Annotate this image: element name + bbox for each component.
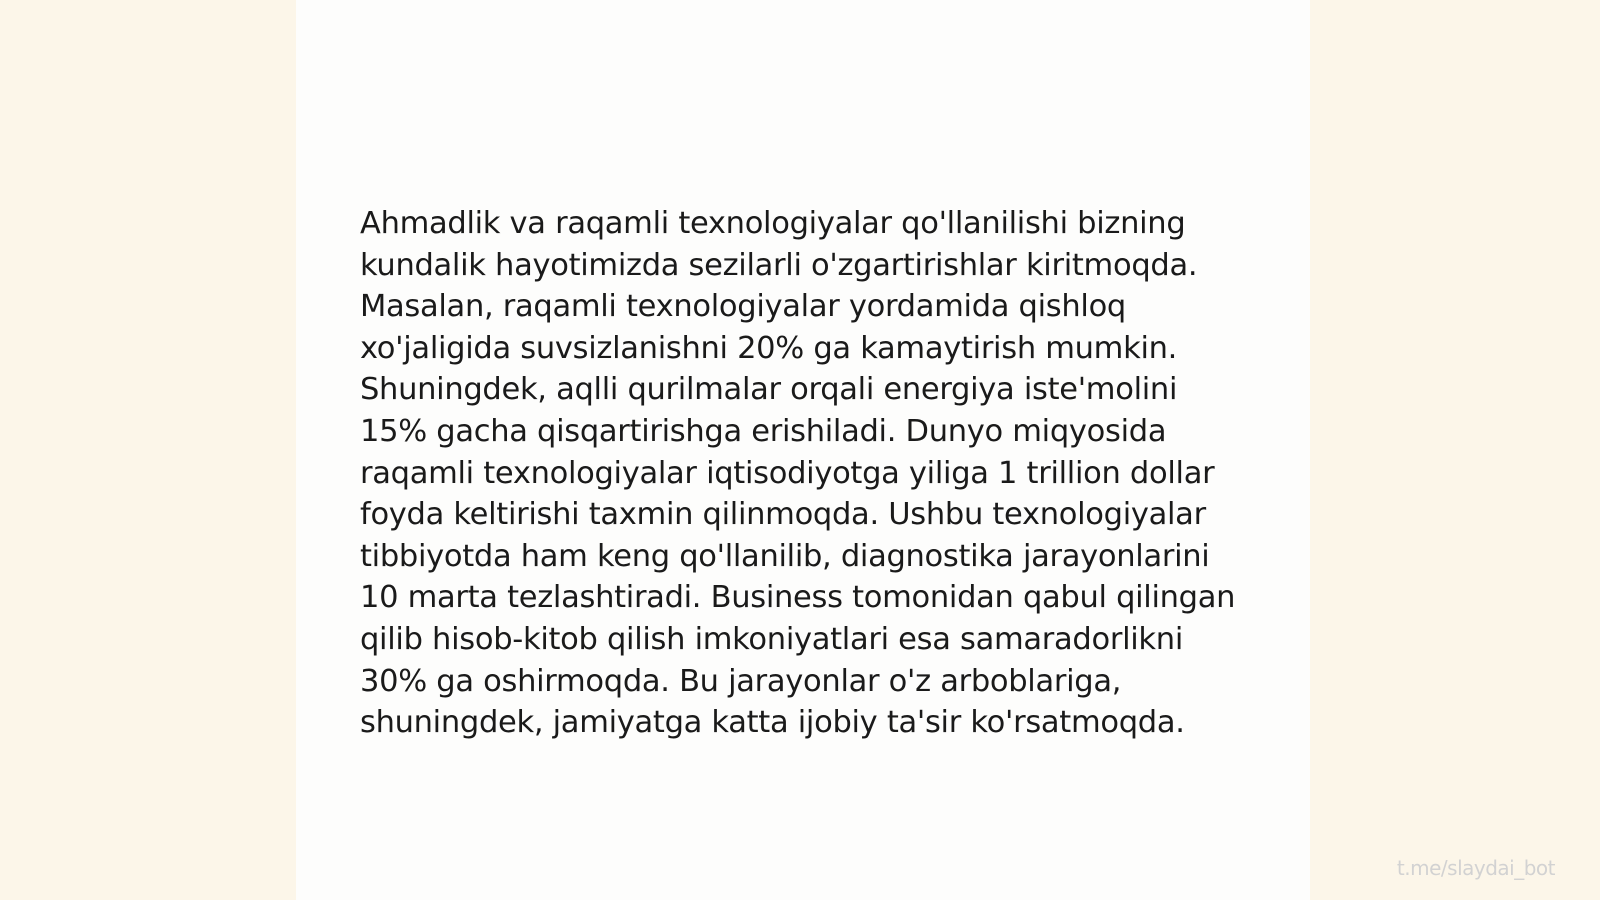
left-margin-panel bbox=[0, 0, 296, 900]
slide-canvas bbox=[296, 0, 1310, 900]
right-margin-panel bbox=[1310, 0, 1600, 900]
watermark-text: t.me/slaydai_bot bbox=[1396, 856, 1555, 880]
slide-body-text: Ahmadlik va raqamli texnologiyalar qo'llanilishi bizning kundalik hayotimizda sezilarli o'zgartirishlar kiritmoqda. Masalan, raqamli texnologiyalar yordamida qishloq xo'jaligida suvsizlanishni 20% ga kamaytirish mumkin. Shuningdek, aqlli qurilmalar orqali energiya iste'molini 15% gacha qisqartirishga erishiladi. Dunyo miqyosida raqamli texnologiyalar iqtisodiyotga yiliga 1 trillion dollar foyda keltirishi taxmin qilinmoqda. Ushbu texnologiyalar tibbiyotda ham keng qo'llanilib, diagnostika jarayonlarini 10 marta tezlashtiradi. Business tomonidan qabul qilingan qilib hisob-kitob qilish imkoniyatlari esa samaradorlikni 30% ga oshirmoqda. Bu jarayonlar o'z arboblariga, shuningdek, jamiyatga katta ijobiy ta'sir ko'rsatmoqda. bbox=[360, 206, 1236, 741]
